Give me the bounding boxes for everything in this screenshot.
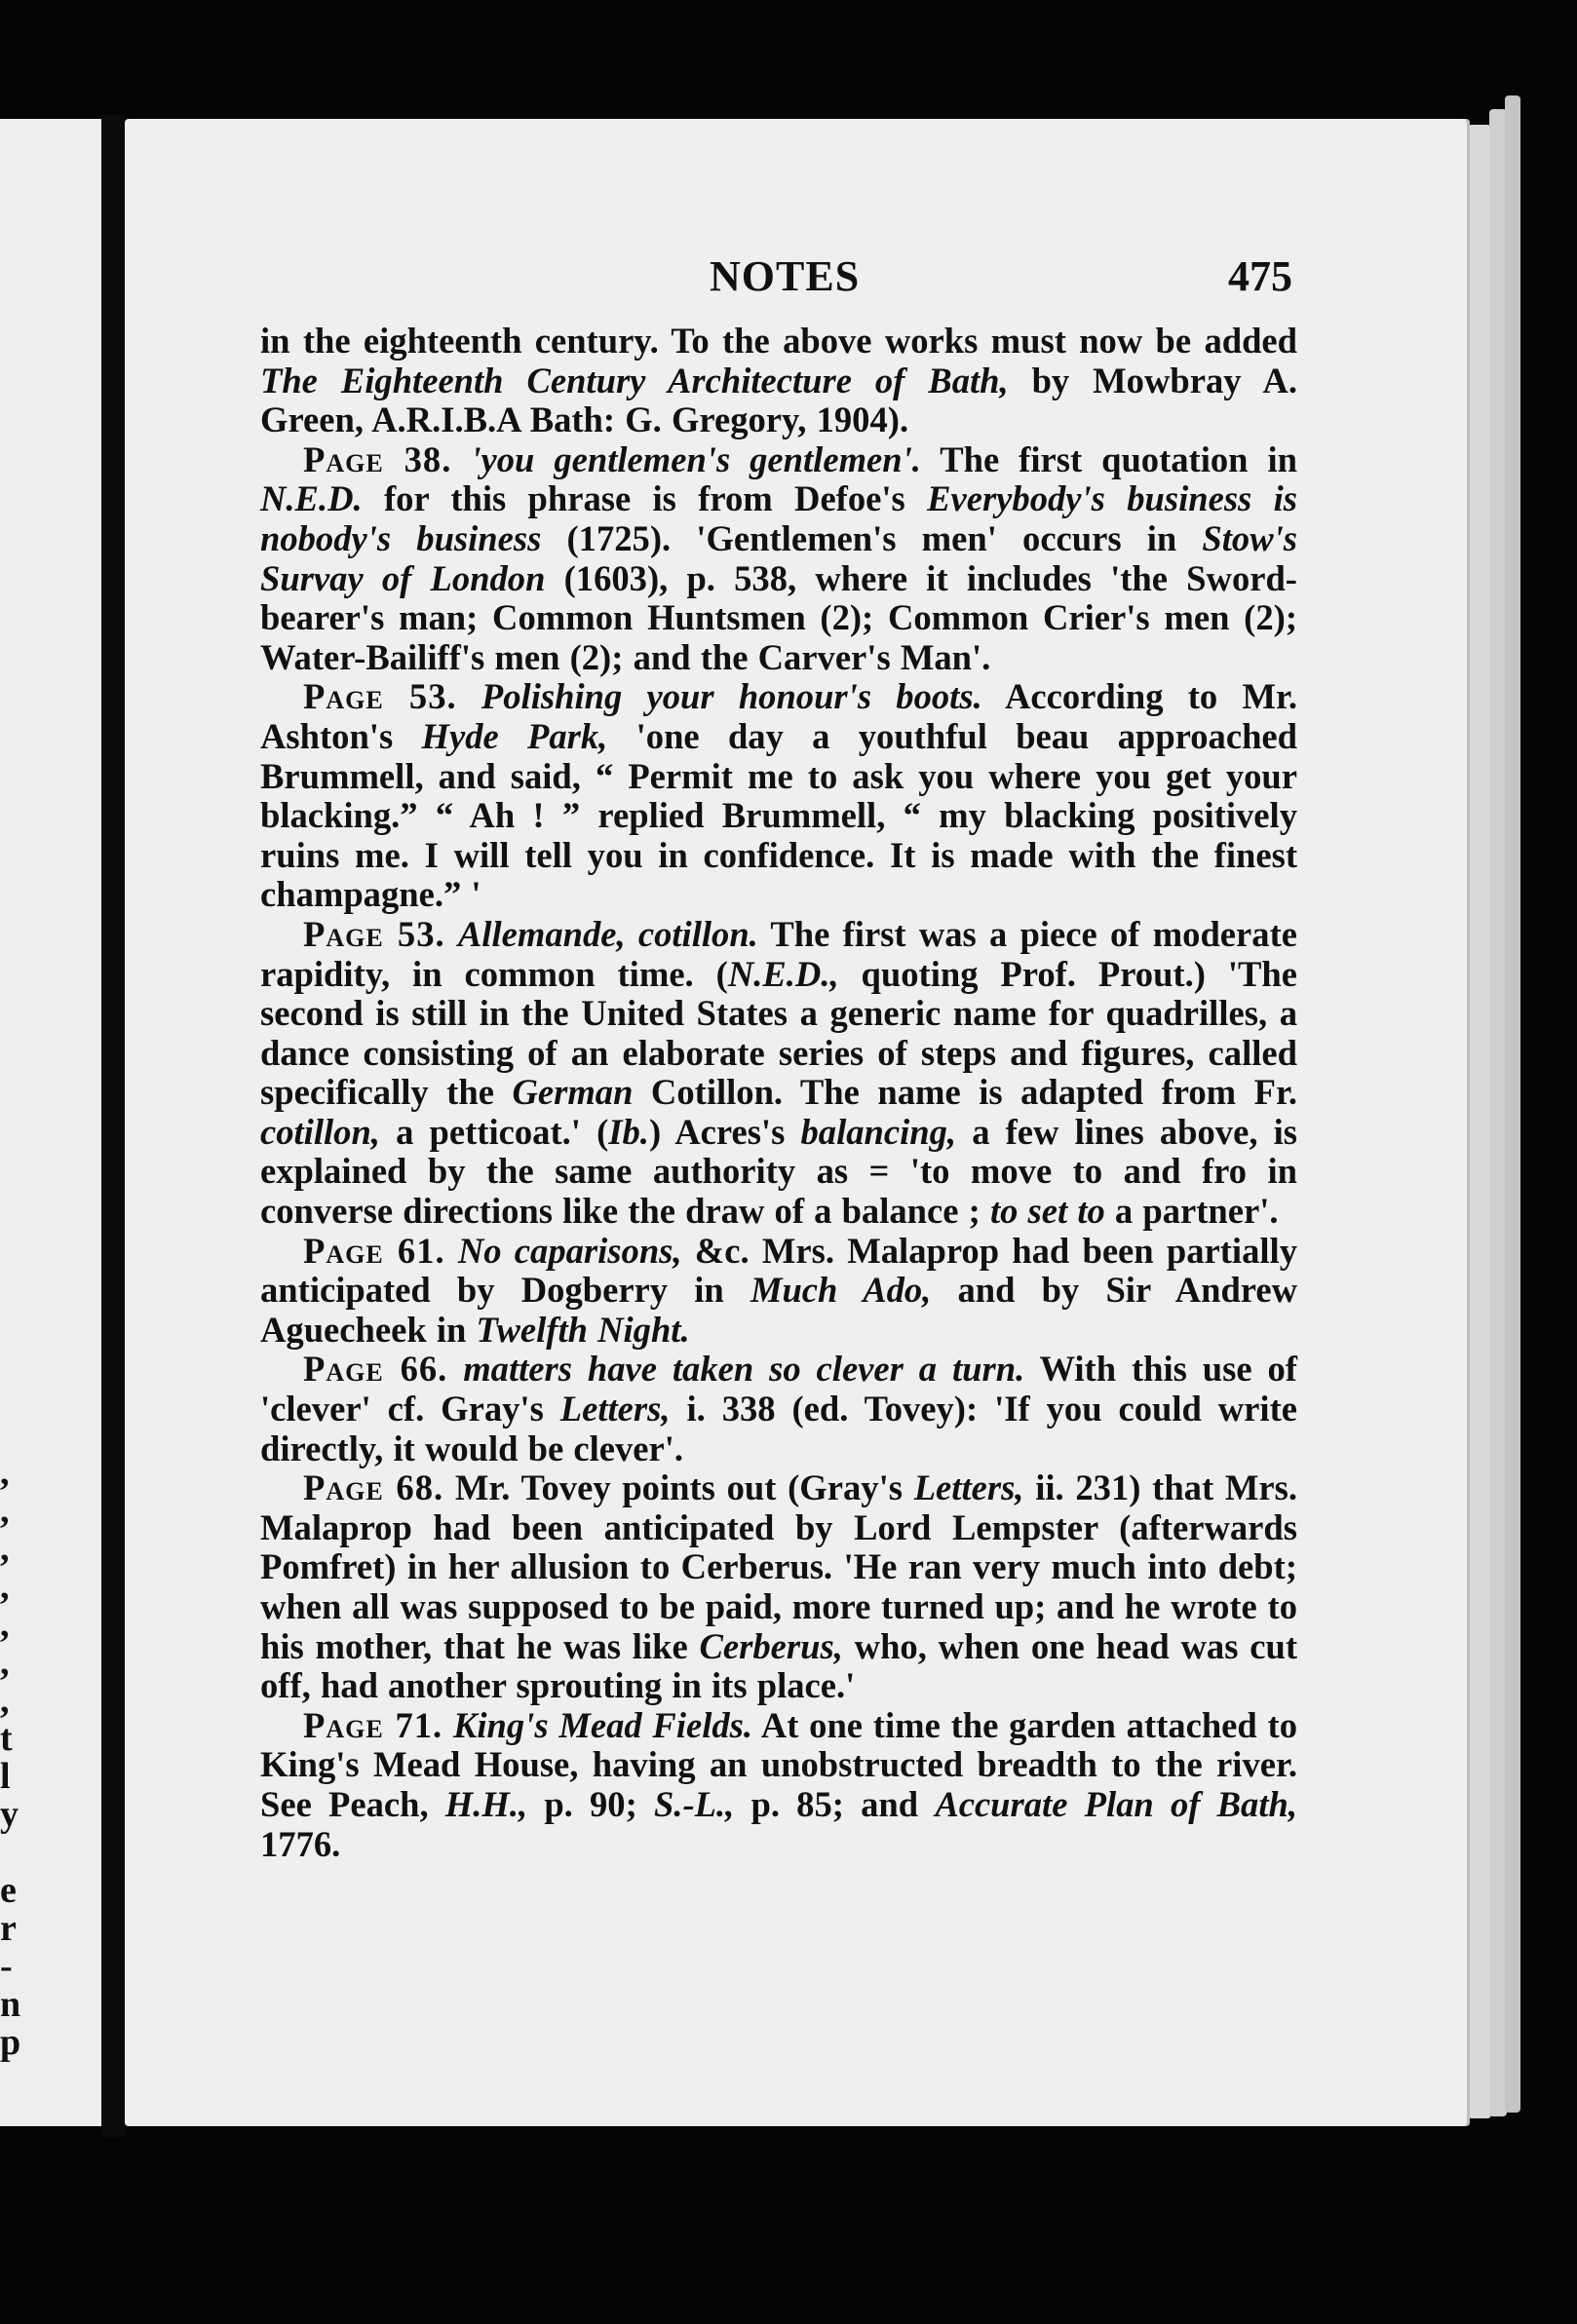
- italic-text: Accurate Plan of Bath,: [935, 1783, 1297, 1824]
- note-text: [457, 676, 481, 716]
- note-text: With this use of 'clever' cf. Gray's: [260, 1349, 1297, 1429]
- italic-text: Polishing your honour's boots.: [481, 676, 982, 717]
- page-edge: [1468, 125, 1491, 2118]
- note-page-reference: Page 68.: [303, 1467, 444, 1508]
- note-text: The first was a piece of moderate rapidity, in common time. (: [260, 913, 1297, 994]
- italic-text: balancing,: [800, 1111, 957, 1152]
- note-text: by Mowbray A. Green, A.R.I.B.A Bath: G. Gregory, 1904).: [260, 360, 1297, 440]
- note-text: &c. Mrs. Malaprop had been partially anticipated by Dogberry in: [260, 1230, 1297, 1311]
- note-text: Mr. Tovey points out (Gray's: [443, 1467, 914, 1508]
- note-page-reference: Page 66.: [303, 1349, 448, 1390]
- note-text: [447, 1349, 463, 1389]
- note-text: a partner'.: [1104, 1191, 1279, 1232]
- italic-text: to set to: [989, 1191, 1105, 1232]
- italic-text: matters have taken so clever a turn.: [463, 1349, 1025, 1390]
- note-paragraph-page-71: [260, 1706, 1297, 1864]
- italic-text: King's Mead Fields.: [452, 1704, 753, 1745]
- italic-text: 'you gentlemen's gentlemen'.: [471, 438, 921, 479]
- note-page-reference: Page 53.: [303, 913, 445, 954]
- note-text: ii. 231) that Mrs. Malaprop had been anticipated by Lord Lempster (afterwards Pomfret) in her allusion to Cerberus. 'He ran very much into debt; when all was supposed to be paid, more turned up; and he wrote to his mother, that he was like: [260, 1467, 1297, 1666]
- note-paragraph-page-53-b: [260, 915, 1297, 1232]
- italic-text: Stow's Survay of London: [260, 517, 1297, 598]
- note-text: 1776.: [260, 1823, 341, 1864]
- italic-text: Cerberus,: [699, 1625, 843, 1666]
- note-text: 'one day a youthful beau approached Brummell, and said, “ Permit me to ask you where you get your blacking.” “ Ah ! ” replied Brummell, “ my blacking positively ruins me. I will tell you in confidence. It is made with the finest champagne.” ': [260, 715, 1297, 915]
- note-page-reference: Page 38.: [303, 438, 452, 479]
- note-paragraph-intro: [260, 322, 1297, 440]
- note-text: [451, 439, 471, 479]
- note-text: i. 338 (ed. Tovey): 'If you could write directly, it would be clever'.: [260, 1389, 1297, 1468]
- italic-text: N.E.D.: [260, 478, 363, 519]
- italic-text: N.E.D.,: [727, 953, 839, 994]
- note-text: [445, 914, 458, 954]
- note-text: for this phrase is from Defoe's: [362, 478, 928, 519]
- page-number: 475: [1228, 252, 1292, 300]
- note-text: p. 90;: [527, 1783, 654, 1824]
- note-paragraph-page-38: [260, 440, 1297, 678]
- note-page-reference: Page 53.: [303, 676, 457, 717]
- note-text: a few lines above, is explained by the same authority as = 'to move to and fro in converse directions like the draw of a balance ;: [260, 1111, 1298, 1232]
- note-text: At one time the garden attached to King's Mead House, having an unobstructed breadth to the river. See Peach,: [260, 1704, 1297, 1824]
- note-paragraph-page-61: [260, 1232, 1297, 1351]
- italic-text: The Eighteenth Century Architecture of Bath,: [260, 360, 1009, 400]
- italic-text: Much Ado,: [750, 1270, 932, 1311]
- italic-text: H.H.,: [444, 1783, 528, 1824]
- page-edge: [1505, 95, 1520, 2113]
- italic-text: Letters,: [913, 1467, 1024, 1508]
- note-text: [442, 1705, 453, 1745]
- note-page-reference: Page 61.: [303, 1230, 445, 1271]
- note-text: and by Sir Andrew Aguecheek in: [260, 1270, 1298, 1350]
- note-text: p. 85; and: [734, 1783, 936, 1824]
- page-header: [0, 251, 1577, 310]
- note-page-reference: Page 71.: [303, 1704, 443, 1745]
- note-text: According to Mr. Ashton's: [260, 676, 1297, 756]
- note-text: who, when one head was cut off, had another sprouting in its place.': [260, 1625, 1297, 1706]
- note-text: Cotillon. The name is adapted from Fr.: [633, 1072, 1297, 1113]
- italic-text: S.-L.,: [653, 1783, 735, 1824]
- italic-text: Twelfth Night.: [476, 1309, 690, 1350]
- note-paragraph-page-66: [260, 1350, 1297, 1468]
- facing-page-text-fragment: , , , , , , , t l y e r - n p: [0, 1452, 21, 2063]
- running-head: NOTES: [710, 252, 861, 300]
- note-text: a petticoat.' (: [379, 1111, 609, 1152]
- note-paragraph-page-68: [260, 1468, 1297, 1706]
- italic-text: Allemande, cotillon.: [457, 913, 758, 954]
- italic-text: No caparisons,: [457, 1230, 682, 1271]
- note-text: [445, 1231, 458, 1271]
- italic-text: Hyde Park,: [421, 715, 608, 756]
- book-gutter: [101, 115, 125, 2137]
- facing-page: [0, 119, 103, 2126]
- notes-body: [260, 322, 1297, 1864]
- italic-text: cotillon,: [260, 1111, 380, 1152]
- note-text: The first quotation in: [920, 438, 1297, 479]
- italic-text: Ib.: [608, 1111, 649, 1152]
- note-paragraph-page-53-a: [260, 677, 1297, 915]
- italic-text: Everybody's business is nobody's business: [260, 478, 1297, 558]
- note-text: in the eighteenth century. To the above works must now be added: [260, 321, 1297, 361]
- italic-text: Letters,: [559, 1389, 671, 1429]
- note-text: (1725). 'Gentlemen's men' occurs in: [541, 517, 1203, 558]
- note-text: (1603), p. 538, where it includes 'the Sword-bearer's man; Common Huntsmen (2); Common Crier's men (2); Water-Bailiff's men (2); and the Carver's Man'.: [260, 557, 1297, 677]
- italic-text: German: [512, 1072, 634, 1113]
- note-text: quoting Prof. Prout.) 'The second is still in the United States a generic name for quadrilles, a dance consisting of an elaborate series of steps and figures, called specifically the: [260, 953, 1297, 1113]
- note-text: ) Acres's: [648, 1111, 801, 1152]
